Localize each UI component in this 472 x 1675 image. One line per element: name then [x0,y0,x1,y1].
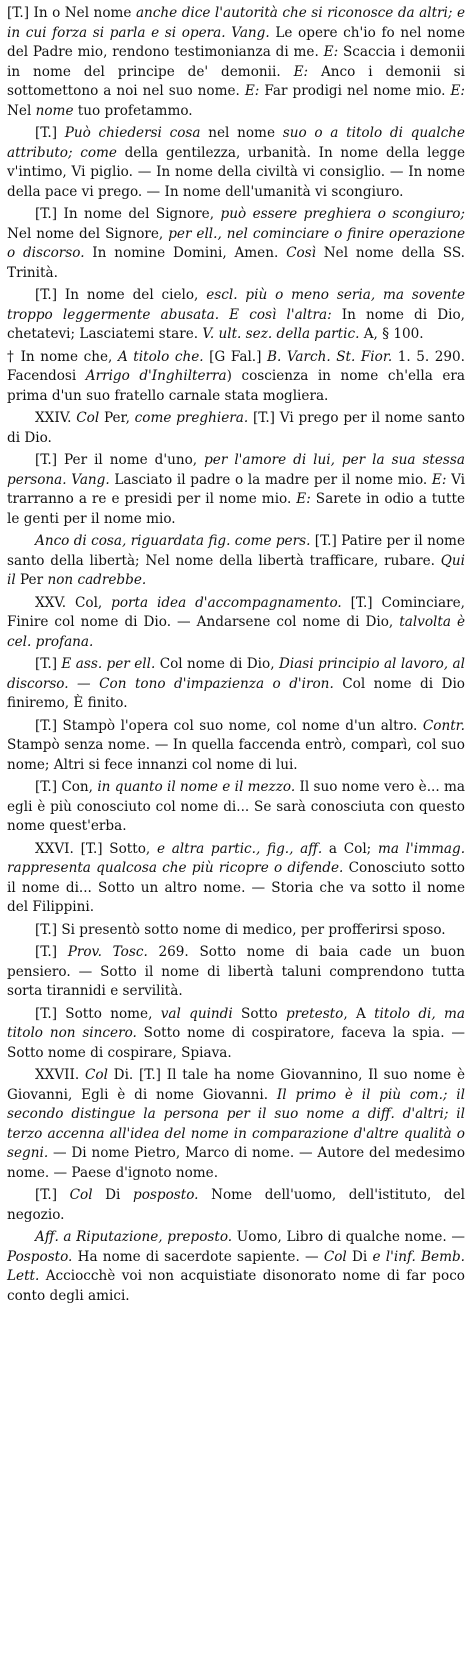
text-run: Col nome di Dio, [155,656,279,672]
entry-paragraph [7,286,465,345]
entry-paragraph [7,409,465,448]
italic-run: A titolo che. [117,348,204,365]
text-run: [T.] In nome del Signore, [35,206,221,222]
text-run: Nel nome del Signore, [7,225,169,242]
italic-run: escl. più o meno seria, ma sovente troppo leggermente abusata. E così l'altra: [7,287,465,323]
italic-run: Così [286,245,316,261]
entry-paragraph [7,348,465,407]
text-run: [T.] Sotto nome, [35,1005,161,1022]
text-run: XXV. Col, [35,594,112,611]
text-run: Di [92,1187,134,1203]
dictionary-column [7,4,465,1306]
italic-run: per l'amore di lui, per la sua stessa persona. Vang. [7,452,465,488]
entry-paragraph [7,532,465,591]
italic-run: Qui il [7,552,465,588]
text-run: [T.] [35,656,62,672]
text-run: 1. 5. 290. Facendosi [7,348,465,384]
entry-paragraph [7,1186,465,1225]
italic-run: Anco di cosa, riguardata fig. come pers. [35,533,311,549]
text-run: XXVI. [T.] Sotto, [35,840,157,857]
text-run: [T.] Patire per il nome santo della libertà; Nel nome della libertà trafficare, rubare. [7,533,465,569]
italic-run: porta idea d'accompagnamento. [111,594,342,611]
italic-run: e altra partic., fig., aff. [156,840,323,857]
italic-run: Il primo è il più com.; il secondo distingue la persona per il suo nome a diff. d'altri; il terzo accenna all'idea del nome in comparazione d'altre qualità o segni. [7,1086,465,1161]
italic-run: E: [296,491,311,507]
italic-run: Col [84,1067,108,1083]
entry-paragraph [7,840,465,918]
text-run: Nel [7,102,36,119]
text-run: Acciocchè voi non acquistiate disonorato nome di far poco conto degli amici. [7,1268,465,1304]
text-run: nel nome [200,125,283,141]
italic-run: V. ult. sez. della partic. [202,326,360,342]
italic-run: Col [323,1248,347,1265]
text-run: Nel nome della SS. Trinità. [7,245,465,281]
text-run: Anco i demonii si sottomettono a noi nel suo nome. [7,63,465,99]
text-run: 269. Sotto nome di baia cade un buon pensiero. — Sotto il nome di libertà taluni comprendono tutta sorta tirannidi e servilità. [7,944,465,999]
italic-run: in quanto il nome e il mezzo. [97,779,296,795]
text-run: XXVII. [35,1067,85,1083]
entry-paragraph [7,717,465,776]
entry-paragraph [7,921,465,941]
text-run: Di. [T.] Il tale ha nome Giovannino, Il suo nome è Giovanni, Egli è di nome Giovanni. [7,1067,465,1103]
italic-run: E: [431,471,447,488]
text-run: [T.] Cominciare, Finire col nome di Dio. — Andarsene col nome di Dio, [7,594,465,630]
text-run: ) coscienza in nome ch'ella era prima d'un suo fratello carnale stata mogliera. [7,368,465,404]
text-run: [G Fal.] [203,348,267,365]
italic-run: Col [69,1187,93,1203]
text-run: Nome dell'uomo, dell'istituto, del negozio. [7,1187,466,1223]
italic-run: Arrigo d'Inghilterra [85,368,227,384]
text-run: Far prodigi nel nome mio. [259,83,451,99]
text-run: A, § 100. [359,326,424,342]
text-run: — Di nome Pietro, Marco di nome. — Autore del medesimo nome. — Paese d'ignoto nome. [7,1145,465,1181]
italic-run: E: [244,83,260,99]
text-run: [T.] Con, [35,779,98,795]
text-run: In nome di Dio, chetatevi; Lasciatemi stare. [7,306,465,342]
italic-run: talvolta è cel. profana. [7,614,465,650]
text-run: [T.] Vi prego per il nome santo di Dio. [7,410,465,446]
entry-paragraph [7,205,465,283]
italic-run: B. Varch. St. Fior. [266,348,393,365]
italic-run: come preghiera. [134,410,249,426]
text-run: [T.] In o Nel nome [7,5,136,21]
italic-run: titolo di, ma titolo non sincero. [7,1005,466,1041]
text-run: [T.] [35,125,65,141]
italic-run: Contr. [422,717,465,734]
text-run: Conosciuto sotto il nome di... Sotto un altro nome. — Storia che va sotto il nome del Filippini. [7,860,465,915]
text-run: Vi trarranno a re e presidi per il nome mio. [7,471,466,507]
text-run: Uomo, Libro di qualche nome. — [232,1229,466,1245]
text-run: tuo profetammo. [73,102,193,119]
italic-run: E: [323,44,339,60]
text-run: [T.] In nome del cielo, [35,287,207,303]
italic-run: e l'inf. Bemb. Lett. [7,1248,465,1284]
text-run: In nomine Domini, Amen. [84,245,287,261]
text-run: Le opere ch'io fo nel nome del Padre mio, rendono testimonianza di me. [7,24,465,60]
entry-paragraph [7,943,465,1002]
text-run: Lasciato il padre o la madre per il nome mio. [109,471,432,488]
text-run: Il suo nome vero è... ma egli è più conosciuto col nome di... Se sarà conosciuta con questo nome quest'erba. [7,779,466,834]
entry-paragraph [7,594,465,653]
text-run: a Col; [322,840,378,857]
entry-paragraph [7,451,465,529]
text-run: [T.] [35,1187,70,1203]
text-run: [T.] Si presentò sotto nome di medico, per profferirsi sposo. [35,921,446,938]
italic-run: val quindi [160,1005,233,1022]
italic-run: posposto. [133,1187,199,1203]
text-run: † In nome che, [7,348,118,365]
italic-run: nome [35,102,74,119]
text-run: , A [343,1005,375,1022]
text-run: Sotto nome di cospiratore, faceva la spia. — Sotto nome di cospirare, Spiava. [7,1025,465,1061]
text-run: Col nome di Dio finiremo, È finito. [7,675,465,711]
italic-run: Può chiedersi cosa [64,125,201,141]
text-run: Scaccia i demonii in nome del principe de' demonii. [7,44,466,80]
entry-paragraph [7,1228,465,1306]
text-run: Di [346,1248,373,1265]
text-run: XXIV. [35,410,77,426]
entry-paragraph [7,1005,465,1064]
italic-run: anche dice l'autorità che si riconosce da altri; e in cui forza si parla e si opera. Vang. [7,5,465,41]
text-run: [T.] [35,944,68,960]
italic-run: ma l'immag. rappresenta qualcosa che più ricopre o difende. [7,840,466,876]
entry-paragraph [7,778,465,837]
italic-run: Posposto. [7,1248,73,1265]
entry-paragraph [7,655,465,714]
italic-run: E ass. per ell. [61,656,156,672]
text-run: [T.] Stampò l'opera col suo nome, col nome d'un altro. [35,717,423,734]
entry-paragraph [7,124,465,202]
text-run: Per [15,572,48,588]
entry-paragraph [7,1066,465,1183]
italic-run: E: [450,83,465,99]
entry-paragraph [7,4,465,121]
italic-run: Aff. a Riputazione, preposto. [35,1229,233,1245]
italic-run: può essere preghiera o scongiuro; [220,206,465,222]
italic-run: suo o a titolo di qualche attributo; come [7,125,465,161]
text-run: Ha nome di sacerdote sapiente. — [72,1248,324,1265]
text-run: [T.] Per il nome d'uno, [35,452,205,468]
italic-run: per ell., nel cominciare o finire operazione o discorso. [7,225,465,261]
text-run: Per, [99,410,135,426]
text-run: della gentilezza, urbanità. In nome della legge v'intimo, Vi piglio. — In nome della civiltà vi consiglio. — In nome della pace vi prego. — In nome dell'umanità vi scongiuro. [7,144,465,200]
italic-run: Diasi principio al lavoro, al discorso. — Con tono d'impazienza o d'iron. [7,656,465,692]
italic-run: E: [293,63,309,80]
text-run: Stampò senza nome. — In quella faccenda entrò, comparì, col suo nome; Altri si fece innanzi col nome di lui. [7,737,465,773]
text-run: Sotto [232,1005,286,1022]
italic-run: non cadrebbe. [47,572,147,588]
italic-run: Prov. Tosc. [67,944,148,960]
text-run: Sarete in odio a tutte le genti per il nome mio. [7,491,465,527]
italic-run: Col [76,410,100,426]
italic-run: pretesto [285,1005,344,1022]
